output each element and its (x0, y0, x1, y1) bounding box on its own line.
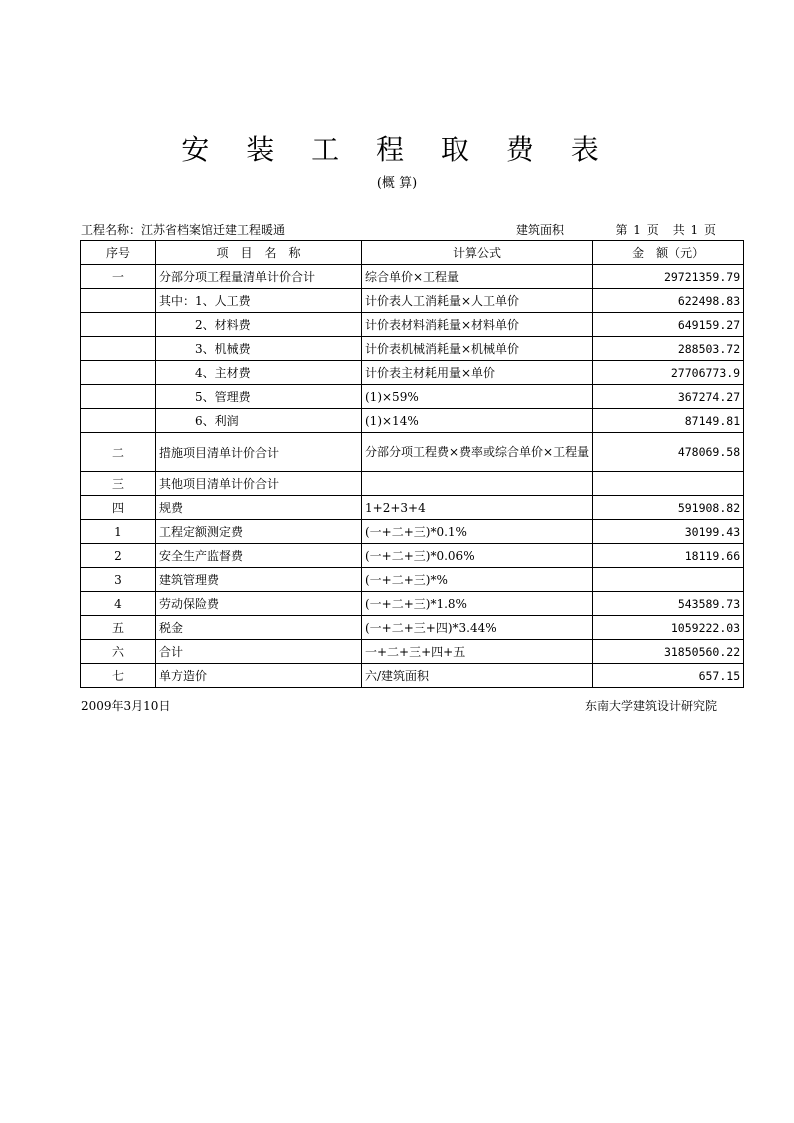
table-row (81, 409, 744, 433)
row-seq: 七 (81, 664, 156, 688)
row-amount: 87149.81 (593, 409, 744, 433)
table-row (81, 361, 744, 385)
row-amount: 27706773.9 (593, 361, 744, 385)
row-seq: 一 (81, 265, 156, 289)
row-item-name: 3、机械费 (156, 337, 362, 361)
row-formula: 一+二+三+四+五 (362, 640, 593, 664)
table-row (81, 313, 744, 337)
table-body (81, 265, 744, 688)
table-row (81, 385, 744, 409)
table-row (81, 289, 744, 313)
row-item-name: 规费 (156, 496, 362, 520)
row-amount: 1059222.03 (593, 616, 744, 640)
row-item-name: 其他项目清单计价合计 (156, 472, 362, 496)
row-amount: 30199.43 (593, 520, 744, 544)
row-seq (81, 409, 156, 433)
row-seq: 2 (81, 544, 156, 568)
row-seq: 五 (81, 616, 156, 640)
table-row (81, 616, 744, 640)
row-formula: (一+二+三)*1.8% (362, 592, 593, 616)
row-item-name: 工程定额测定费 (156, 520, 362, 544)
row-amount: 622498.83 (593, 289, 744, 313)
row-item-name: 措施项目清单计价合计 (156, 433, 362, 472)
row-amount (593, 472, 744, 496)
row-amount: 29721359.79 (593, 265, 744, 289)
row-formula: (一+二+三)*0.06% (362, 544, 593, 568)
row-seq: 六 (81, 640, 156, 664)
row-formula: 1+2+3+4 (362, 496, 593, 520)
table-row (81, 568, 744, 592)
row-formula: 六/建筑面积 (362, 664, 593, 688)
row-amount: 18119.66 (593, 544, 744, 568)
row-formula (362, 472, 593, 496)
row-amount: 478069.58 (593, 433, 744, 472)
row-amount: 657.15 (593, 664, 744, 688)
row-amount: 288503.72 (593, 337, 744, 361)
table-row (81, 640, 744, 664)
row-formula: (1)×59% (362, 385, 593, 409)
row-formula: (1)×14% (362, 409, 593, 433)
row-item-name: 4、主材费 (156, 361, 362, 385)
row-amount: 649159.27 (593, 313, 744, 337)
row-item-name: 税金 (156, 616, 362, 640)
row-formula: 计价表机械消耗量×机械单价 (362, 337, 593, 361)
row-seq: 3 (81, 568, 156, 592)
table-row (81, 664, 744, 688)
table-row (81, 265, 744, 289)
row-seq (81, 337, 156, 361)
table-row (81, 433, 744, 472)
row-seq (81, 385, 156, 409)
row-amount: 591908.82 (593, 496, 744, 520)
row-seq (81, 313, 156, 337)
building-area-label: 建筑面积 (516, 223, 565, 237)
header-seq: 序号 (81, 241, 156, 265)
table-row (81, 544, 744, 568)
row-formula: 计价表主材耗用量×单价 (362, 361, 593, 385)
row-amount: 543589.73 (593, 592, 744, 616)
table-row (81, 337, 744, 361)
row-item-name: 2、材料费 (156, 313, 362, 337)
page-info: 第 1 页 共 1 页 (615, 223, 717, 237)
row-item-name: 6、利润 (156, 409, 362, 433)
row-item-name: 劳动保险费 (156, 592, 362, 616)
row-formula: (一+二+三)*% (362, 568, 593, 592)
table-row (81, 520, 744, 544)
row-seq: 三 (81, 472, 156, 496)
table-row (81, 592, 744, 616)
row-formula: 计价表人工消耗量×人工单价 (362, 289, 593, 313)
row-item-name: 建筑管理费 (156, 568, 362, 592)
row-item-name: 分部分项工程量清单计价合计 (156, 265, 362, 289)
footer (81, 697, 717, 713)
row-seq (81, 361, 156, 385)
row-item-name: 5、管理费 (156, 385, 362, 409)
row-seq (81, 289, 156, 313)
table-row (81, 496, 744, 520)
row-item-name: 安全生产监督费 (156, 544, 362, 568)
row-amount: 367274.27 (593, 385, 744, 409)
footer-organization: 东南大学建筑设计研究院 (584, 699, 717, 713)
row-formula: 分部分项工程费×费率或综合单价×工程量 (362, 433, 593, 472)
row-item-name: 合计 (156, 640, 362, 664)
row-formula: (一+二+三)*0.1% (362, 520, 593, 544)
row-formula: (一+二+三+四)*3.44% (362, 616, 593, 640)
footer-date: 2009年3月10日 (81, 699, 171, 713)
row-item-name: 其中：1、人工费 (156, 289, 362, 313)
project-name: 工程名称：江苏省档案馆迁建工程暖通 (81, 223, 286, 237)
table-row (81, 472, 744, 496)
row-amount: 31850560.22 (593, 640, 744, 664)
header-item-name: 项 目 名 称 (156, 241, 362, 265)
row-formula: 计价表材料消耗量×材料单价 (362, 313, 593, 337)
row-seq: 四 (81, 496, 156, 520)
row-seq: 1 (81, 520, 156, 544)
fee-table (80, 240, 744, 688)
project-info-line (81, 221, 717, 237)
row-item-name: 单方造价 (156, 664, 362, 688)
row-formula: 综合单价×工程量 (362, 265, 593, 289)
page-subtitle: (概 算) (376, 176, 418, 191)
row-seq: 二 (81, 433, 156, 472)
page-title: 安 装 工 程 取 费 表 (181, 133, 613, 166)
table-header-row (81, 241, 744, 265)
header-amount: 金 额（元） (593, 241, 744, 265)
row-amount (593, 568, 744, 592)
header-formula: 计算公式 (362, 241, 593, 265)
row-seq: 4 (81, 592, 156, 616)
